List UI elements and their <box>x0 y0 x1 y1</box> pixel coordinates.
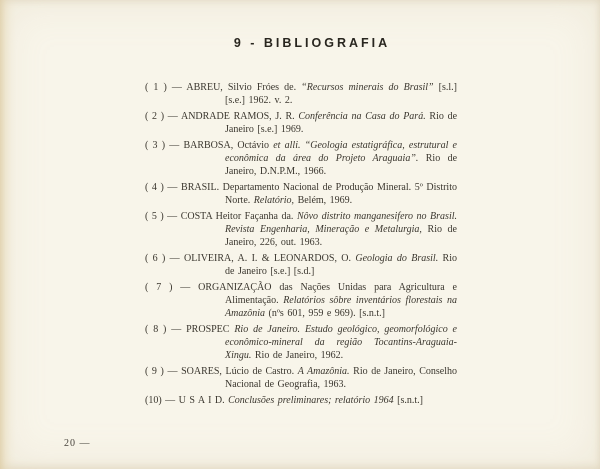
page-number: 20 — <box>64 438 91 449</box>
entry-text: OLIVEIRA, A. I. & LEONARDOS, O. <box>184 253 356 264</box>
entry-work-title: Nôvo distrito manganesifero no Brasil. Revista Engenharia, Mineração e Metalurgia, <box>225 211 457 235</box>
entry-text: Rio de Janeiro, Conselho Nacional de Geografia, 1963. <box>225 366 458 390</box>
entry-text: (nºs 601, 959 e 969). [s.n.t.] <box>265 308 385 319</box>
bibliography-entry <box>145 252 457 278</box>
bibliography-entry <box>145 365 457 391</box>
entry-number-label: ( 3 ) — <box>145 140 184 151</box>
bibliography-entry <box>145 281 457 320</box>
entry-work-title: “Geologia estatigráfica, estrutural e econômica da área do Projeto Araguaia”. <box>225 140 457 164</box>
entry-work-title: Estudo geológico, geomorfológico e econômico-mineral da região Tocantins-Araguaia-Xingu. <box>225 324 457 361</box>
entry-number-label: ( 7 ) — <box>145 282 199 293</box>
entry-number-label: ( 9 ) — <box>145 366 182 377</box>
bibliography-entry <box>145 110 457 136</box>
entry-text: Belém, 1969. <box>294 195 353 206</box>
entry-number-label: ( 5 ) — <box>145 211 181 222</box>
entry-text: ANDRADE RAMOS, J. R. <box>180 111 299 122</box>
entry-work-title: Rio de Janeiro. <box>234 324 301 335</box>
bibliography-entry <box>145 394 457 407</box>
entry-number-label: ( 8 ) — <box>145 324 187 335</box>
entry-work-title: A Amazônia. <box>297 366 350 377</box>
entry-text: [s.l.] [s.e.] 1962. v. 2. <box>225 82 458 106</box>
bibliography-entry <box>145 323 457 362</box>
entry-text: Rio de Janeiro, D.N.P.M., 1966. <box>225 153 458 177</box>
bibliography-entry <box>145 139 457 178</box>
entry-number-label: (10) — <box>145 395 179 406</box>
entry-text: Rio de Janeiro [s.e.] [s.d.] <box>225 253 457 277</box>
entry-work-title: Conferência na Casa do Pará. <box>298 111 426 122</box>
entry-text: COSTA Heitor Façanha da. <box>180 211 297 222</box>
bibliography-list <box>0 81 600 407</box>
entry-text: BARBOSA, Octávio <box>183 140 274 151</box>
entry-work-title: Conclusões preliminares; relatório 1964 <box>228 395 394 406</box>
entry-text: BRASIL. Departamento Nacional de Produção Mineral. 5º Distrito Norte. <box>181 182 457 206</box>
entry-text: Rio de Janeiro, 1962. <box>251 350 344 361</box>
entry-work-title: Relatórios sôbre inventários florestais na Amazônia <box>225 295 457 319</box>
entry-number-label: ( 2 ) — <box>145 111 181 122</box>
entry-text: U S A I D. <box>178 395 229 406</box>
bibliography-entry <box>145 81 457 107</box>
entry-work-title: Relatório, <box>253 195 295 206</box>
entry-number-label: ( 1 ) — <box>145 82 187 93</box>
entry-text: Rio de Janeiro [s.e.] 1969. <box>225 111 458 135</box>
entry-text: ABREU, Silvio Fróes de. <box>186 82 302 93</box>
entry-work-title: Geologia do Brasil. <box>355 253 439 264</box>
entry-text: ORGANIZAÇÃO das Nações Unidas para Agricultura e Alimentação. <box>198 282 457 306</box>
bibliography-entry <box>145 181 457 207</box>
bibliography-entry <box>145 210 457 249</box>
entry-number-label: ( 4 ) — <box>145 182 182 193</box>
entry-number-label: ( 6 ) — <box>145 253 185 264</box>
entry-text: Rio de Janeiro, 226, out. 1963. <box>225 224 457 248</box>
entry-work-title: et alli. <box>273 140 301 151</box>
entry-text: PROSPEC <box>186 324 235 335</box>
page-title: 9 - BIBLIOGRAFIA <box>233 36 391 50</box>
entry-text: SOARES, Lúcio de Castro. <box>181 366 298 377</box>
entry-work-title: “Recursos minerais do Brasil” <box>301 82 434 93</box>
entry-text: [s.n.t.] <box>393 395 423 406</box>
